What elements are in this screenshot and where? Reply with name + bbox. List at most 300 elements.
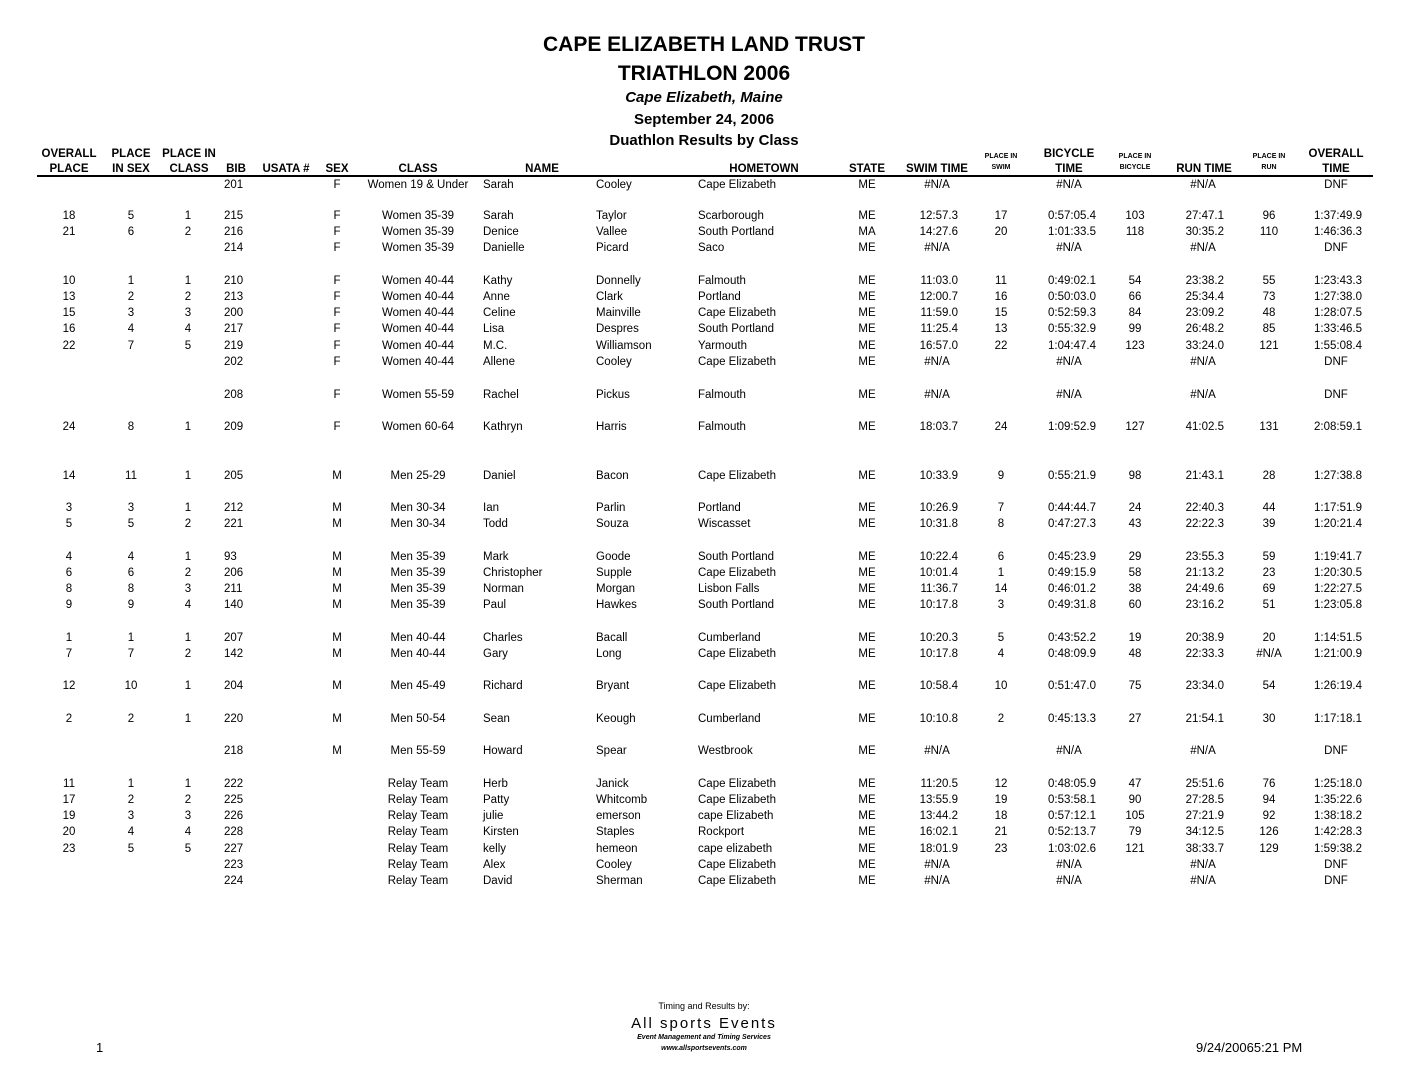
cell-first: Richard	[483, 680, 523, 692]
cell-bib: 218	[224, 745, 244, 757]
cell-swimp: 17	[994, 210, 1008, 222]
report-location: Cape Elizabeth, Maine	[625, 89, 783, 106]
cell-overall: 15	[62, 307, 76, 319]
cell-bikep: 99	[1128, 323, 1142, 335]
cell-sex: F	[333, 179, 341, 191]
cell-last: Whitcomb	[596, 794, 648, 806]
cell-total: DNF	[1324, 356, 1348, 368]
cell-cls: Relay Team	[387, 843, 449, 855]
cell-overall: 18	[62, 210, 76, 222]
cell-total: 1:27:38.0	[1314, 291, 1362, 303]
cell-cls: Relay Team	[387, 810, 449, 822]
cell-first: Anne	[483, 291, 510, 303]
cell-bikep: 84	[1128, 307, 1142, 319]
cell-bikep: 98	[1128, 470, 1142, 482]
cell-first: Sean	[483, 713, 510, 725]
cell-overall: 7	[65, 648, 73, 660]
cell-town: Lisbon Falls	[698, 583, 760, 595]
cell-bib: 208	[224, 389, 244, 401]
cell-total: 1:37:49.9	[1314, 210, 1362, 222]
cell-swim: 10:17.8	[919, 599, 958, 611]
cell-sex: F	[333, 340, 341, 352]
cell-state: ME	[858, 875, 876, 887]
cell-state: ME	[858, 632, 876, 644]
cell-swim: 10:10.8	[919, 713, 958, 725]
cell-town: Falmouth	[698, 421, 746, 433]
cell-last: Bacon	[596, 470, 629, 482]
cell-swim: 18:03.7	[919, 421, 958, 433]
cell-swimp: 2	[997, 713, 1005, 725]
cell-run: 21:54.1	[1185, 713, 1224, 725]
cell-classp: 3	[184, 810, 192, 822]
cell-state: ME	[858, 843, 876, 855]
cell-state: ME	[858, 356, 876, 368]
cell-town: Cape Elizabeth	[698, 567, 776, 579]
cell-run: #N/A	[1190, 859, 1216, 871]
cell-first: Rachel	[483, 389, 519, 401]
cell-town: Cape Elizabeth	[698, 648, 776, 660]
cell-runp: 85	[1262, 323, 1276, 335]
cell-runp: 121	[1259, 340, 1279, 352]
cell-first: Allene	[483, 356, 515, 368]
cell-last: Cooley	[596, 859, 632, 871]
cell-overall: 8	[65, 583, 73, 595]
cell-run: 25:34.4	[1185, 291, 1224, 303]
cell-bib: 209	[224, 421, 244, 433]
cell-bike: #N/A	[1056, 242, 1082, 254]
cell-first: Lisa	[483, 323, 505, 335]
cell-cls: Men 55-59	[390, 745, 446, 757]
cell-sexp: 8	[127, 421, 135, 433]
cell-sexp: 5	[127, 518, 135, 530]
cell-cls: Women 19 & Under	[367, 179, 469, 191]
cell-first: Paul	[483, 599, 507, 611]
cell-runp: 54	[1262, 680, 1276, 692]
cell-town: Cape Elizabeth	[698, 356, 776, 368]
cell-total: 1:55:08.4	[1314, 340, 1362, 352]
cell-sexp: 1	[127, 778, 135, 790]
cell-swim: 12:57.3	[919, 210, 958, 222]
cell-bib: 205	[224, 470, 244, 482]
cell-overall: 4	[65, 551, 73, 563]
timing-company-url: www.allsportsevents.com	[661, 1045, 747, 1052]
cell-bib: 201	[224, 179, 244, 191]
cell-sex: M	[332, 470, 342, 482]
cell-runp: 30	[1262, 713, 1276, 725]
cell-total: 1:20:21.4	[1314, 518, 1362, 530]
cell-cls: Relay Team	[387, 826, 449, 838]
cell-classp: 1	[184, 680, 192, 692]
cell-town: South Portland	[698, 323, 775, 335]
cell-state: ME	[858, 745, 876, 757]
cell-bikep: 24	[1128, 502, 1142, 514]
cell-runp: 59	[1262, 551, 1276, 563]
cell-bikep: 75	[1128, 680, 1142, 692]
timing-company-logo: All sports Events	[631, 1015, 777, 1032]
cell-sexp: 8	[127, 583, 135, 595]
cell-cls: Relay Team	[387, 778, 449, 790]
cell-last: Long	[596, 648, 622, 660]
cell-run: #N/A	[1190, 179, 1216, 191]
cell-runp: 39	[1262, 518, 1276, 530]
cell-runp: 94	[1262, 794, 1276, 806]
cell-swimp: 24	[994, 421, 1008, 433]
cell-swim: 14:27.6	[919, 226, 958, 238]
cell-bikep: 123	[1125, 340, 1145, 352]
cell-run: 41:02.5	[1185, 421, 1224, 433]
cell-bikep: 29	[1128, 551, 1142, 563]
column-header-usata: USATA #	[262, 163, 310, 175]
cell-run: 22:40.3	[1185, 502, 1224, 514]
cell-sex: F	[333, 275, 341, 287]
cell-bikep: 121	[1125, 843, 1145, 855]
cell-cls: Relay Team	[387, 875, 449, 887]
cell-last: Bacall	[596, 632, 628, 644]
cell-bib: 93	[224, 551, 237, 563]
cell-first: Mark	[483, 551, 509, 563]
cell-swim: 11:36.7	[920, 583, 958, 595]
report-subtitle: Duathlon Results by Class	[609, 132, 799, 149]
column-header-place-in-run: PLACE IN RUN	[1252, 153, 1286, 171]
cell-run: 23:09.2	[1185, 307, 1224, 319]
cell-swimp: 7	[997, 502, 1005, 514]
cell-total: 1:28:07.5	[1314, 307, 1362, 319]
cell-swim: 10:20.3	[919, 632, 958, 644]
cell-runp: 92	[1262, 810, 1276, 822]
cell-swimp: 5	[997, 632, 1005, 644]
cell-bib: 142	[224, 648, 244, 660]
cell-total: 2:08:59.1	[1314, 421, 1362, 433]
cell-total: 1:26:19.4	[1314, 680, 1362, 692]
cell-swim: 10:01.4	[919, 567, 958, 579]
cell-bike: #N/A	[1056, 859, 1082, 871]
cell-town: Cape Elizabeth	[698, 179, 776, 191]
column-header-place-in-sex: PLACE IN SEX	[111, 148, 151, 175]
cell-swimp: 13	[994, 323, 1008, 335]
cell-run: 20:38.9	[1185, 632, 1224, 644]
cell-bike: 1:03:02.6	[1048, 843, 1096, 855]
column-header-bib: BIB	[226, 163, 246, 175]
cell-swim: 10:31.8	[919, 518, 958, 530]
cell-state: ME	[858, 551, 876, 563]
cell-overall: 23	[62, 843, 76, 855]
cell-swim: 13:44.2	[919, 810, 958, 822]
cell-classp: 2	[184, 518, 192, 530]
cell-classp: 1	[184, 470, 192, 482]
cell-classp: 1	[184, 502, 192, 514]
cell-first: Kathryn	[483, 421, 523, 433]
cell-bike: 0:50:03.0	[1048, 291, 1096, 303]
cell-runp: 126	[1259, 826, 1279, 838]
cell-last: Janick	[596, 778, 629, 790]
cell-town: Cape Elizabeth	[698, 470, 776, 482]
cell-state: ME	[858, 648, 876, 660]
cell-sexp: 7	[127, 648, 135, 660]
cell-bib: 221	[224, 518, 244, 530]
cell-town: Rockport	[698, 826, 745, 838]
cell-bib: 207	[224, 632, 244, 644]
cell-bib: 215	[224, 210, 244, 222]
cell-overall: 20	[62, 826, 76, 838]
cell-town: Portland	[698, 291, 741, 303]
cell-runp: #N/A	[1256, 648, 1282, 660]
cell-cls: Relay Team	[387, 859, 449, 871]
cell-sexp: 4	[127, 323, 135, 335]
cell-bike: 0:48:09.9	[1048, 648, 1096, 660]
cell-last: Despres	[596, 323, 639, 335]
cell-last: Cooley	[596, 179, 632, 191]
cell-cls: Men 45-49	[390, 680, 446, 692]
cell-town: Cape Elizabeth	[698, 859, 776, 871]
cell-bib: 202	[224, 356, 244, 368]
cell-overall: 12	[62, 680, 76, 692]
cell-bike: 1:01:33.5	[1048, 226, 1096, 238]
cell-swim: 10:17.8	[919, 648, 958, 660]
cell-classp: 2	[184, 794, 192, 806]
column-header-overall-place: OVERALL PLACE	[41, 148, 97, 175]
cell-swimp: 19	[994, 794, 1008, 806]
cell-sex: F	[333, 389, 341, 401]
cell-swimp: 10	[994, 680, 1008, 692]
cell-bike: #N/A	[1056, 179, 1082, 191]
cell-swim: 11:03.0	[920, 275, 958, 287]
cell-last: hemeon	[596, 843, 638, 855]
cell-overall: 10	[62, 275, 76, 287]
cell-first: Sarah	[483, 179, 514, 191]
cell-total: 1:14:51.5	[1314, 632, 1362, 644]
column-header-hometown: HOMETOWN	[729, 163, 799, 175]
cell-overall: 9	[65, 599, 73, 611]
cell-bib: 206	[224, 567, 244, 579]
cell-cls: Women 35-39	[381, 210, 455, 222]
cell-overall: 24	[62, 421, 76, 433]
cell-cls: Men 30-34	[390, 518, 446, 530]
cell-cls: Men 40-44	[390, 648, 446, 660]
cell-town: cape Elizabeth	[698, 810, 774, 822]
column-header-name: NAME	[525, 163, 559, 175]
cell-cls: Women 40-44	[381, 323, 455, 335]
cell-cls: Women 40-44	[381, 291, 455, 303]
cell-bike: 0:43:52.2	[1048, 632, 1096, 644]
cell-bike: 1:04:47.4	[1048, 340, 1096, 352]
cell-total: 1:21:00.9	[1314, 648, 1362, 660]
cell-swimp: 14	[994, 583, 1008, 595]
cell-state: ME	[858, 307, 876, 319]
cell-last: Sherman	[596, 875, 643, 887]
cell-bib: 225	[224, 794, 244, 806]
cell-sexp: 6	[127, 226, 135, 238]
cell-swimp: 22	[994, 340, 1008, 352]
cell-sex: M	[332, 632, 342, 644]
cell-state: ME	[858, 680, 876, 692]
cell-overall: 19	[62, 810, 76, 822]
cell-sexp: 1	[127, 632, 135, 644]
cell-sex: F	[333, 226, 341, 238]
cell-bike: #N/A	[1056, 745, 1082, 757]
cell-classp: 5	[184, 843, 192, 855]
cell-town: Cape Elizabeth	[698, 875, 776, 887]
cell-bikep: 48	[1128, 648, 1142, 660]
cell-classp: 4	[184, 323, 192, 335]
cell-town: Wiscasset	[698, 518, 751, 530]
cell-town: Westbrook	[698, 745, 753, 757]
cell-runp: 131	[1259, 421, 1279, 433]
cell-classp: 1	[184, 713, 192, 725]
cell-sex: F	[333, 421, 341, 433]
cell-bike: 0:45:23.9	[1048, 551, 1096, 563]
cell-town: South Portland	[698, 226, 775, 238]
report-title: CAPE ELIZABETH LAND TRUST	[543, 33, 865, 56]
cell-bib: 224	[224, 875, 244, 887]
cell-last: Taylor	[596, 210, 627, 222]
cell-cls: Women 40-44	[381, 275, 455, 287]
cell-first: Charles	[483, 632, 523, 644]
cell-runp: 110	[1259, 226, 1279, 238]
cell-bikep: 105	[1125, 810, 1145, 822]
cell-bib: 217	[224, 323, 244, 335]
cell-last: Clark	[596, 291, 623, 303]
cell-total: DNF	[1324, 179, 1348, 191]
cell-sexp: 9	[127, 599, 135, 611]
cell-sex: F	[333, 242, 341, 254]
cell-state: ME	[858, 340, 876, 352]
cell-sex: F	[333, 291, 341, 303]
cell-run: 21:43.1	[1185, 470, 1224, 482]
cell-last: Williamson	[596, 340, 652, 352]
cell-state: ME	[858, 810, 876, 822]
cell-last: Vallee	[596, 226, 628, 238]
cell-run: 30:35.2	[1185, 226, 1224, 238]
cell-sexp: 3	[127, 502, 135, 514]
cell-classp: 5	[184, 340, 192, 352]
cell-bikep: 90	[1128, 794, 1142, 806]
timing-credit-label: Timing and Results by:	[658, 1001, 750, 1011]
cell-swim: #N/A	[924, 179, 950, 191]
cell-first: Kathy	[483, 275, 513, 287]
cell-bike: 0:48:05.9	[1048, 778, 1096, 790]
cell-cls: Men 35-39	[390, 599, 446, 611]
cell-bib: 220	[224, 713, 244, 725]
cell-swimp: 23	[994, 843, 1008, 855]
cell-bike: #N/A	[1056, 389, 1082, 401]
cell-classp: 1	[184, 778, 192, 790]
cell-bike: 0:46:01.2	[1048, 583, 1096, 595]
cell-bib: 204	[224, 680, 244, 692]
cell-total: 1:22:27.5	[1314, 583, 1362, 595]
cell-swimp: 21	[994, 826, 1008, 838]
column-header-run-time: RUN TIME	[1176, 163, 1232, 175]
cell-state: ME	[858, 794, 876, 806]
cell-classp: 2	[184, 567, 192, 579]
cell-swimp: 16	[994, 291, 1008, 303]
cell-run: 27:28.5	[1185, 794, 1224, 806]
cell-sex: F	[333, 307, 341, 319]
cell-run: 24:49.6	[1185, 583, 1224, 595]
cell-swimp: 9	[997, 470, 1005, 482]
cell-first: Danielle	[483, 242, 525, 254]
cell-sexp: 11	[125, 470, 137, 482]
cell-state: ME	[858, 179, 876, 191]
cell-cls: Men 25-29	[390, 470, 446, 482]
cell-total: 1:38:18.2	[1314, 810, 1362, 822]
cell-sex: F	[333, 356, 341, 368]
cell-sex: M	[332, 583, 342, 595]
cell-swimp: 3	[997, 599, 1005, 611]
cell-town: Saco	[698, 242, 725, 254]
cell-classp: 2	[184, 648, 192, 660]
cell-swim: 13:55.9	[919, 794, 958, 806]
cell-run: #N/A	[1190, 389, 1216, 401]
cell-swim: #N/A	[924, 389, 950, 401]
cell-total: 1:23:43.3	[1314, 275, 1362, 287]
cell-last: emerson	[596, 810, 641, 822]
cell-runp: 51	[1262, 599, 1276, 611]
cell-last: Souza	[596, 518, 629, 530]
cell-classp: 1	[184, 275, 192, 287]
cell-swim: 16:57.0	[919, 340, 958, 352]
cell-swimp: 12	[994, 778, 1008, 790]
cell-swimp: 4	[997, 648, 1005, 660]
report-date: September 24, 2006	[633, 111, 775, 128]
cell-sexp: 10	[124, 680, 138, 692]
cell-overall: 11	[63, 778, 75, 790]
cell-bikep: 47	[1128, 778, 1142, 790]
cell-swimp: 6	[997, 551, 1005, 563]
cell-last: Supple	[596, 567, 632, 579]
cell-bikep: 43	[1128, 518, 1142, 530]
cell-state: ME	[858, 502, 876, 514]
cell-run: 27:21.9	[1185, 810, 1224, 822]
cell-run: 38:33.7	[1185, 843, 1224, 855]
cell-sexp: 3	[127, 307, 135, 319]
cell-state: ME	[858, 778, 876, 790]
cell-swim: #N/A	[924, 356, 950, 368]
cell-runp: 48	[1262, 307, 1276, 319]
cell-first: kelly	[483, 843, 507, 855]
cell-classp: 1	[184, 632, 192, 644]
cell-first: Celine	[483, 307, 516, 319]
cell-run: #N/A	[1190, 242, 1216, 254]
cell-last: Bryant	[596, 680, 630, 692]
cell-classp: 1	[184, 421, 192, 433]
cell-bike: 0:57:05.4	[1048, 210, 1096, 222]
cell-cls: Women 60-64	[381, 421, 455, 433]
cell-bike: 0:52:13.7	[1048, 826, 1096, 838]
cell-bikep: 60	[1128, 599, 1142, 611]
cell-total: 1:23:05.8	[1314, 599, 1362, 611]
cell-sex: F	[333, 323, 341, 335]
cell-last: Donnelly	[596, 275, 641, 287]
cell-overall: 16	[62, 323, 76, 335]
cell-classp: 2	[184, 291, 192, 303]
cell-swim: 11:59.0	[920, 307, 958, 319]
cell-first: Howard	[483, 745, 523, 757]
cell-bike: 0:49:02.1	[1048, 275, 1096, 287]
cell-bib: 210	[224, 275, 244, 287]
cell-swim: #N/A	[924, 859, 950, 871]
header-rule	[37, 175, 1373, 177]
cell-sexp: 2	[127, 794, 135, 806]
cell-state: MA	[858, 226, 876, 238]
cell-first: Sarah	[483, 210, 514, 222]
cell-bikep: 127	[1125, 421, 1145, 433]
cell-bike: 0:49:15.9	[1048, 567, 1096, 579]
cell-swim: #N/A	[924, 745, 950, 757]
cell-sexp: 6	[127, 567, 135, 579]
cell-town: Cape Elizabeth	[698, 680, 776, 692]
cell-first: Patty	[483, 794, 510, 806]
cell-overall: 5	[65, 518, 73, 530]
